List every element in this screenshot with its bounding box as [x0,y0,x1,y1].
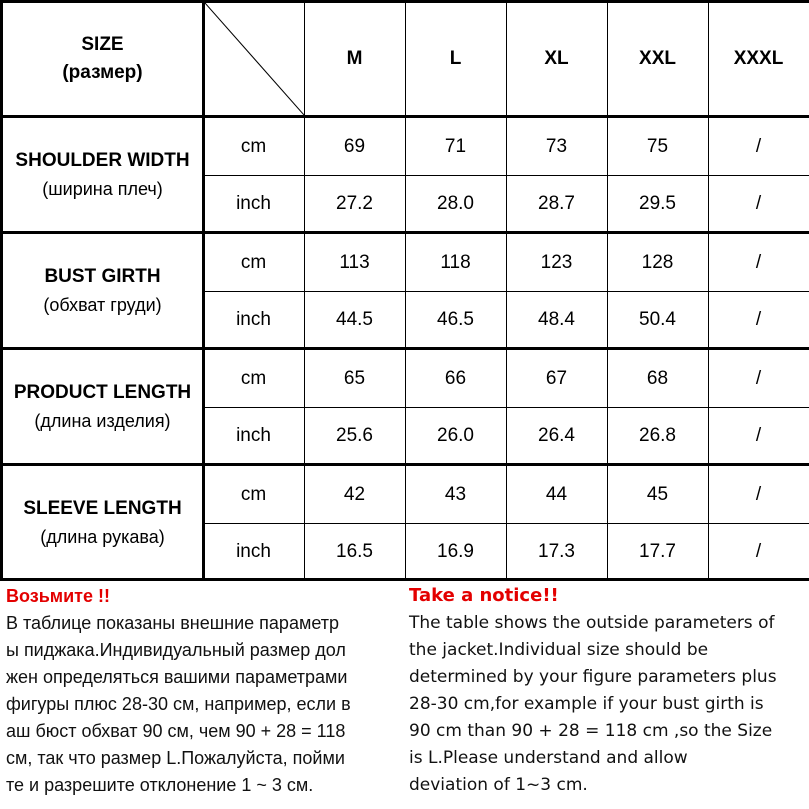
unit-inch: inch [236,424,271,446]
value-cell: 71 [444,135,467,157]
value-cell: 26.4 [538,424,575,446]
note-ru-line: те и разрешите отклонение 1 ~ 3 см. [6,775,314,795]
note-english [409,582,807,799]
value-cell: 65 [343,367,366,389]
note-ru-line: жен определяться вашими параметрами [6,667,348,687]
value-cell: 46.5 [437,308,474,330]
value-cell: 73 [545,135,568,157]
value-cell: 128 [641,251,674,273]
param-subtitle: (обхват груди) [43,295,162,315]
value-cell: / [755,135,762,157]
size-m-header: M [346,47,363,69]
column-divider [506,0,507,580]
value-cell: / [755,251,762,273]
value-cell: 28.0 [437,192,474,214]
column-divider [607,0,608,580]
value-cell: 26.0 [437,424,474,446]
unit-inch: inch [236,308,271,330]
value-cell: 44 [545,483,568,505]
border-left [0,0,3,581]
note-en-title: Take a notice!! [409,585,559,606]
note-en-line: is L.Please understand and allow [409,748,688,768]
note-ru-title: Возьмите !! [6,586,110,606]
note-en-line: 28-30 cm,for example if your bust girth is [409,694,764,714]
note-en-line: 90 cm than 90 + 28 = 118 cm ,so the Size [409,721,773,741]
column-divider [304,0,305,580]
value-cell: 44.5 [336,308,373,330]
param-product-length [2,350,203,464]
value-cell: 48.4 [538,308,575,330]
size-xxxl-header: XXXL [733,47,784,69]
value-cell: / [755,540,762,562]
unit-cm: cm [240,135,267,157]
value-cell: 118 [440,251,471,273]
param-title: SHOULDER WIDTH [15,150,190,171]
value-cell: 26.8 [639,424,676,446]
note-ru-line: аш бюст обхват 90 см, чем 90 + 28 = 118 [6,721,346,741]
note-en-line: The table shows the outside parameters of [409,613,775,633]
param-title: BUST GIRTH [44,266,161,287]
note-ru-line: В таблице показаны внешние параметр [6,613,339,633]
unit-cm: cm [240,367,267,389]
value-cell: 17.3 [538,540,575,562]
value-cell: 42 [343,483,366,505]
param-sleeve-length [2,466,203,580]
note-en-line: the jacket.Individual size should be [409,640,709,660]
param-subtitle: (длина рукава) [40,527,165,547]
notes-section [0,582,809,809]
value-cell: / [755,367,762,389]
param-subtitle: (ширина плеч) [42,179,163,199]
value-cell: 67 [545,367,568,389]
param-title: PRODUCT LENGTH [13,382,192,403]
value-cell: 25.6 [336,424,373,446]
value-cell: 27.2 [336,192,373,214]
size-xl-header: XL [544,47,569,69]
value-cell: 45 [646,483,669,505]
value-cell: / [755,483,762,505]
unit-cm: cm [240,251,267,273]
param-shoulder-width [2,118,203,232]
size-header-cell [2,2,203,115]
value-cell: 43 [444,483,467,505]
unit-cm: cm [240,483,267,505]
value-cell: 75 [646,135,669,157]
value-cell: 17.7 [639,540,676,562]
value-cell: 123 [540,251,573,273]
size-header-sub: (размер) [62,61,143,83]
note-ru-line: ы пиджака.Индивидуальный размер дол [6,640,346,660]
column-divider [708,0,709,580]
unit-inch: inch [236,540,271,562]
value-cell: 16.5 [336,540,373,562]
param-title: SLEEVE LENGTH [23,498,182,519]
unit-inch: inch [236,192,271,214]
size-xxl-header: XXL [639,47,676,69]
note-en-line: determined by your figure parameters plus [409,667,777,687]
value-cell: 113 [339,251,370,273]
column-divider [405,0,406,580]
note-ru-line: фигуры плюс 28-30 см, например, если в [6,694,351,714]
value-cell: 50.4 [639,308,676,330]
value-cell: / [755,308,762,330]
value-cell: 68 [646,367,669,389]
value-cell: / [755,424,762,446]
value-cell: 29.5 [639,192,676,214]
param-subtitle: (длина изделия) [34,411,171,431]
note-russian [6,582,404,799]
note-en-line: deviation of 1~3 cm. [409,775,588,795]
value-cell: 69 [343,135,366,157]
value-cell: 66 [444,367,467,389]
size-header-label: SIZE [81,33,124,55]
note-ru-line: см, так что размер L.Пожалуйста, пойми [6,748,345,768]
value-cell: 28.7 [538,192,575,214]
header-diagonal-line [205,3,304,115]
param-bust-girth [2,234,203,348]
value-cell: 16.9 [437,540,474,562]
size-l-header: L [449,47,462,69]
value-cell: / [755,192,762,214]
